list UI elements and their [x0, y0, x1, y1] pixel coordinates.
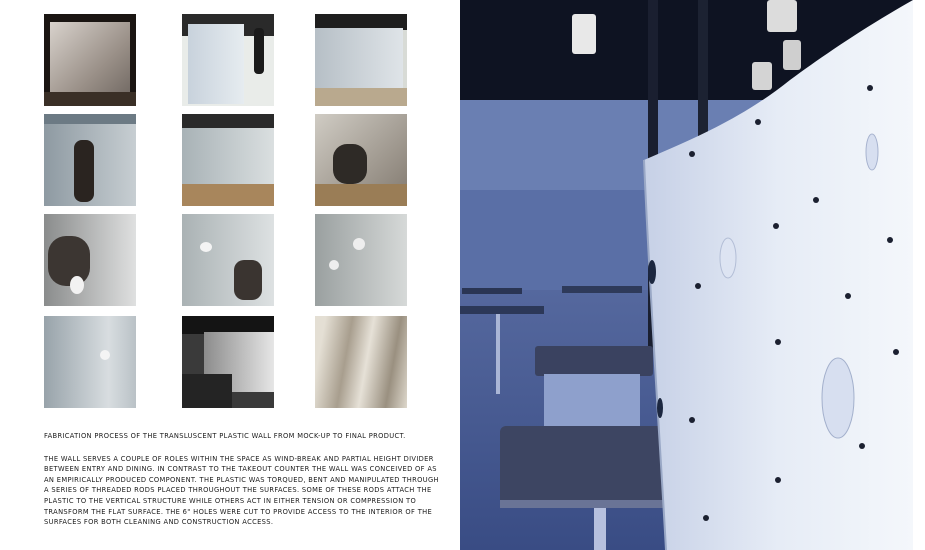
- photo-dining-area: [182, 316, 274, 408]
- photo-hand-hole-closeup: [44, 214, 136, 306]
- photo-wall-completed: [44, 316, 136, 408]
- photo-panels-floor: [182, 114, 274, 206]
- main-photo-wall-dining: [460, 0, 913, 550]
- page-edge: [913, 0, 925, 550]
- photo-mockup-panel: [44, 14, 136, 106]
- left-page: [0, 0, 460, 550]
- main-photo-illustration: [460, 0, 913, 550]
- photo-surface-detail: [315, 316, 407, 408]
- photo-worker-crouching: [315, 114, 407, 206]
- photo-wall-holes: [315, 214, 407, 306]
- photo-worker-walking: [44, 114, 136, 206]
- photo-wall-installed: [315, 14, 407, 106]
- caption-block: [44, 431, 444, 538]
- caption-body: THE WALL SERVES A COUPLE OF ROLES WITHIN THE SPACE AS WIND-BREAK AND PARTIAL HEIGHT DIVIDER BETWEEN ENTRY AND DINING. IN CONTRAST TO THE TAKEOUT COUNTER THE WALL WAS CONCEIVED OF AS AN EMPIRICALLY PRODUCED COMPONENT. THE PLASTIC WAS TORQUED, BENT AND MANIPULATED THROUGH A SERIES OF THREADED RODS PLACED THROUGHOUT THE SURFACES. SOME OF THESE RODS ATTACH THE PLASTIC TO THE VERTICAL STRUCTURE WHILE OTHERS ACT IN EITHER TENSION OR COMPRESSION TO TRANSFORM THE FLAT SURFACE. THE 6" HOLES WERE CUT TO PROVIDE ACCESS TO THE INTERIOR OF THE SURFACES FOR BOTH CLEANING AND CONSTRUCTION ACCESS.: [44, 454, 439, 527]
- photo-worker-kneeling: [182, 214, 274, 306]
- photo-worker-standing: [182, 14, 274, 106]
- caption-title: FABRICATION PROCESS OF THE TRANSLUSCENT PLASTIC WALL FROM MOCK-UP TO FINAL PRODUCT.: [44, 432, 406, 440]
